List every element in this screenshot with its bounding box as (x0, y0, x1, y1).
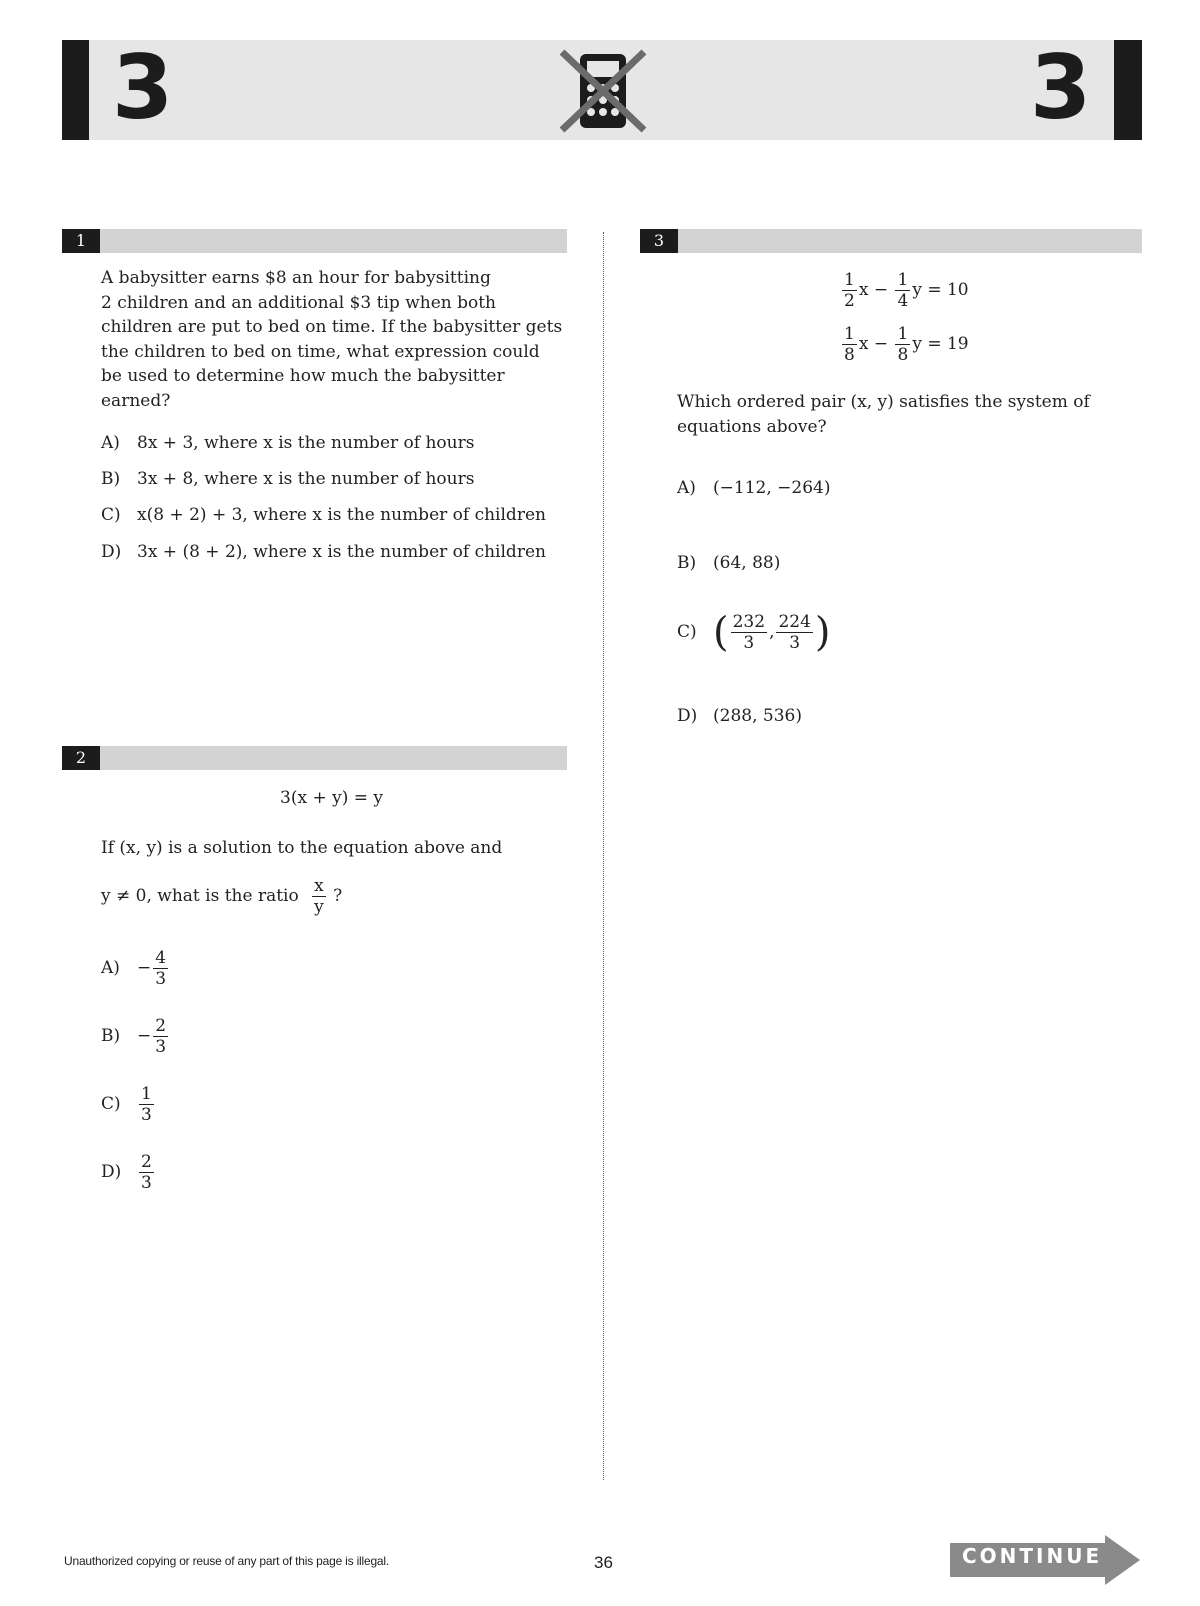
q2-option-b[interactable] (101, 1016, 170, 1057)
option-label: C) (101, 505, 121, 525)
question-3-text (677, 390, 1147, 439)
numerator: 2 (141, 1152, 152, 1172)
coefficient-fraction (842, 324, 857, 365)
text-line: children are put to bed on time. If the babysitter gets (101, 317, 563, 337)
option-fraction (139, 1084, 154, 1125)
section-number-left: 3 (112, 36, 174, 139)
option-value: (−112, −264) (713, 478, 831, 498)
option-text: where x is the number of children (247, 542, 546, 562)
q2-text-line-2 (101, 876, 342, 917)
numerator: 1 (897, 324, 909, 344)
option-label: B) (677, 553, 697, 573)
option-value: (64, 88) (713, 553, 781, 573)
q3-option-c[interactable]: C) ( $\frac{232}{3}$ , $\frac{224}{3}$ ) (677, 609, 831, 656)
text-line: A babysitter earns $8 an hour for babysitting (101, 268, 491, 288)
equation-fragment: y = 10 (912, 280, 969, 300)
option-label: B) (101, 1026, 121, 1046)
question-1-header (62, 229, 567, 253)
text-line: Which ordered pair (x, y) satisfies the system of (677, 392, 1090, 412)
option-expression: 3x + (8 + 2), (137, 542, 248, 562)
coefficient-fraction (895, 324, 910, 365)
option-sign: − (137, 958, 152, 978)
numerator: 1 (141, 1084, 152, 1104)
option-fraction (153, 948, 168, 989)
text-line: 2 children and an additional $3 tip when both (101, 292, 497, 313)
option-label: A) (101, 958, 120, 978)
question-number: 3 (640, 229, 678, 253)
denominator: 8 (897, 345, 909, 365)
coefficient-fraction (842, 270, 857, 311)
option-text: where x is the number of hours (198, 433, 475, 453)
numerator: 1 (897, 270, 909, 290)
option-expression: 8x + 3, (137, 433, 199, 453)
q1-option-c[interactable] (101, 503, 546, 527)
question-2-header (62, 746, 567, 770)
text-line: earned? (101, 390, 171, 411)
numerator: 2 (155, 1016, 167, 1036)
numerator: 232 (732, 612, 766, 632)
text-line: equations above? (677, 416, 827, 437)
q2-option-c[interactable] (101, 1084, 156, 1125)
option-text: where x is the number of children (247, 505, 546, 525)
option-fraction (139, 1152, 154, 1193)
option-text: where x is the number of hours (198, 469, 475, 489)
continue-button[interactable] (950, 1535, 1140, 1585)
q2-option-d[interactable] (101, 1152, 156, 1193)
option-label: B) (101, 469, 121, 489)
column-divider (603, 232, 604, 1480)
header-left-bar (62, 40, 89, 140)
q1-option-a[interactable] (101, 431, 474, 455)
denominator: 4 (897, 291, 909, 311)
continue-label: CONTINUE (962, 1544, 1103, 1568)
option-expression: x(8 + 2) + 3, (137, 505, 248, 525)
q3-option-b[interactable] (677, 551, 780, 575)
copyright-notice: Unauthorized copying or reuse of any part of this page is illegal. (64, 1554, 389, 1568)
q3-equation-1 (840, 270, 969, 311)
ratio-fraction (312, 876, 326, 917)
header-right-bar (1114, 40, 1142, 140)
q3-option-d[interactable] (677, 704, 802, 728)
denominator: 2 (844, 291, 855, 311)
option-label: D) (101, 542, 122, 562)
denominator: y (314, 897, 324, 917)
denominator: 3 (155, 969, 167, 989)
option-value: (288, 536) (713, 706, 802, 726)
no-calculator-icon (556, 46, 650, 136)
q2-option-a[interactable] (101, 948, 170, 989)
q2-text-line-1: If (x, y) is a solution to the equation above and (101, 838, 503, 858)
denominator: 3 (155, 1037, 167, 1057)
option-sign: − (137, 1026, 152, 1046)
coefficient-fraction (895, 270, 910, 311)
numerator: 4 (155, 948, 167, 968)
equation-fragment: x − (858, 280, 889, 300)
option-label: C) (677, 622, 697, 642)
denominator: 8 (844, 345, 855, 365)
option-fraction (153, 1016, 168, 1057)
page-number: 36 (594, 1553, 613, 1572)
q1-option-b[interactable] (101, 467, 474, 491)
question-number: 1 (62, 229, 100, 253)
text-fragment: y ≠ 0, what is the ratio (101, 886, 299, 906)
option-label: D) (677, 706, 698, 726)
text-line: be used to determine how much the babysitter (101, 366, 505, 386)
numerator: 1 (844, 270, 855, 290)
section-number-right: 3 (1030, 36, 1092, 139)
option-label: D) (101, 1162, 122, 1182)
right-paren: ) (814, 609, 831, 656)
option-fraction (776, 612, 812, 653)
question-1-text (101, 266, 571, 413)
option-label: A) (677, 478, 696, 498)
option-label: A) (101, 433, 120, 453)
text-fragment: ? (333, 886, 343, 906)
option-label: C) (101, 1094, 121, 1114)
option-expression: 3x + 8, (137, 469, 199, 489)
equation-fragment: y = 19 (912, 334, 969, 354)
q2-equation: 3(x + y) = y (280, 788, 383, 808)
q3-equation-2 (840, 324, 969, 365)
denominator: 3 (743, 633, 755, 653)
numerator: 224 (778, 612, 811, 632)
left-paren: ( (713, 609, 729, 656)
question-number: 2 (62, 746, 100, 770)
denominator: 3 (141, 1105, 152, 1125)
q3-option-a[interactable] (677, 476, 830, 500)
q1-option-d[interactable] (101, 540, 546, 564)
text-line: the children to bed on time, what expression could (101, 341, 540, 362)
numerator: 1 (844, 324, 855, 344)
denominator: 3 (789, 633, 801, 653)
question-3-header (640, 229, 1142, 253)
equation-fragment: x − (858, 334, 889, 354)
denominator: 3 (141, 1173, 152, 1193)
option-fraction (731, 612, 767, 653)
numerator: x (312, 876, 326, 897)
